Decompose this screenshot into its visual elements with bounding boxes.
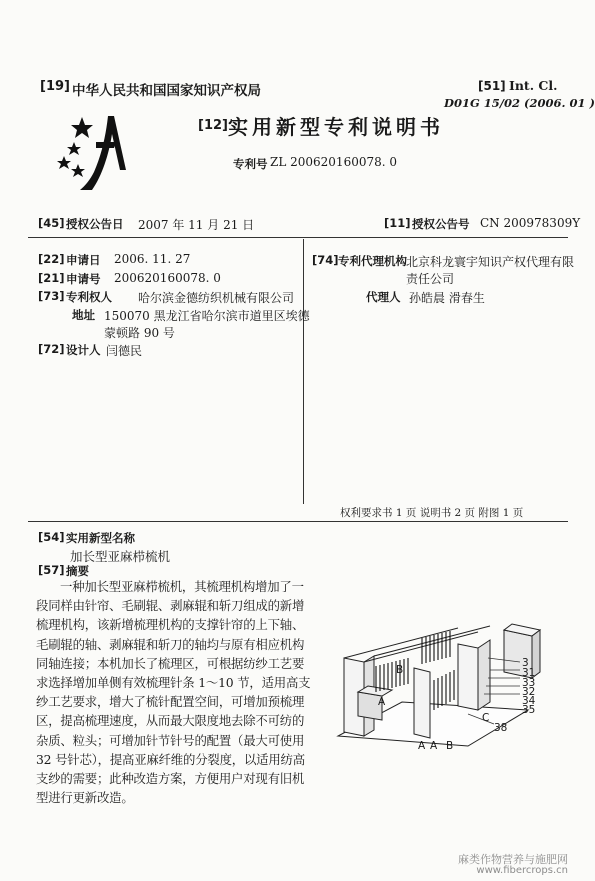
abstract-line: 32 号针芯），提高亚麻纤维的分裂度，以适用纺高 <box>36 751 305 767</box>
abstract-line: 段同样由针帘、毛刷辊、剥麻辊和斩刀组成的新增 <box>36 598 305 614</box>
agent-value: 孙皓晨 滑春生 <box>409 291 485 305</box>
agency-line-1: 北京科龙寰宇知识产权代理有限 <box>406 255 575 269</box>
cnipa-emblem-icon <box>52 112 136 196</box>
figure-label: B <box>396 664 404 676</box>
int-cl-code: [51] <box>478 79 506 93</box>
field-code: [73] <box>38 289 65 303</box>
application-no-label: 申请号 <box>66 272 101 286</box>
abstract-line: 毛刷辊的轴、剥麻辊和斩刀的轴均与原有相应机构 <box>36 636 305 652</box>
abstract-line: 杂质、粒头；可增加针节针号的配置（最大可使用 <box>36 732 305 748</box>
doc-type-code: [12] <box>198 118 228 133</box>
divider-top <box>28 237 568 238</box>
agency-label: 专利代理机构 <box>338 254 407 268</box>
patentee-value: 哈尔滨金德纺织机械有限公司 <box>138 291 295 305</box>
figure-label: 32 <box>522 686 536 698</box>
figure-label: A <box>378 696 386 708</box>
agent-label: 代理人 <box>366 290 401 304</box>
column-divider <box>303 239 304 504</box>
filing-date-value: 2006. 11. 27 <box>114 252 191 266</box>
patentee-label: 专利权人 <box>66 290 112 304</box>
office-code: [19] <box>40 79 70 94</box>
figure-label: C <box>482 712 490 724</box>
figure-label: 35 <box>522 704 536 716</box>
figure-label: 3 <box>522 657 529 669</box>
grant-date-code: [45] <box>38 216 65 230</box>
abstract-line: 同轴连接；本机加长了梳理区，可根据纺纱工艺要 <box>36 655 305 671</box>
title-code: [54] <box>38 530 65 544</box>
address-line-1: 150070 黑龙江省哈尔滨市道里区埃德 <box>104 309 310 323</box>
address-line-2: 蒙顿路 90 号 <box>104 326 175 340</box>
grant-no-value: CN 200978309Y <box>480 216 581 230</box>
abstract-line: 区，提高梳理速度，从而最大限度地去除不可纺的 <box>36 713 305 729</box>
page-summary: 权利要求书 1 页 说明书 2 页 附图 1 页 <box>340 507 524 519</box>
abstract-code: [57] <box>38 563 65 577</box>
title-label: 实用新型名称 <box>66 531 135 545</box>
grant-no-label: 授权公告号 <box>412 217 470 231</box>
figure-label: 34 <box>522 695 536 707</box>
abstract-line: 纱工艺要求，增大了梳针配置空间，可增加预梳理 <box>36 694 305 710</box>
int-cl-label: Int. Cl. <box>509 78 558 93</box>
field-code: [21] <box>38 271 65 285</box>
designer-label: 设计人 <box>66 343 101 357</box>
figure-label: 33 <box>522 677 536 689</box>
figure-label: A <box>430 740 438 752</box>
field-code: [22] <box>38 252 65 266</box>
int-cl-value: D01G 15/02 (2006. 01 ) <box>444 96 595 110</box>
figure-label: 31 <box>522 667 536 679</box>
address-label: 地址 <box>72 308 95 322</box>
abstract-body <box>36 577 312 807</box>
watermark-url: www.fibercrops.cn <box>476 865 568 876</box>
application-no-value: 200620160078. 0 <box>114 271 221 285</box>
doc-type-title: 实用新型专利说明书 <box>228 115 444 139</box>
figure-label: B <box>446 740 454 752</box>
utility-model-title: 加长型亚麻栉梳机 <box>70 549 171 564</box>
abstract-line: 一种加长型亚麻栉梳机，其梳理机构增加了一 <box>60 579 304 594</box>
patent-no-value: ZL 200620160078. 0 <box>270 155 398 169</box>
grant-date-value: 2007 年 11 月 21 日 <box>138 218 255 232</box>
abstract-label: 摘要 <box>66 564 89 578</box>
abstract-line: 梳理机构，该新增梳理机构的支撑针帘的上下轴、 <box>36 617 305 633</box>
abstract-line: 型进行更新改造。 <box>36 790 134 806</box>
abstract-line: 求选择增加单侧有效梳理针条 1～10 节，适用高支 <box>36 675 311 691</box>
grant-no-code: [11] <box>384 216 411 230</box>
abstract-line: 支纱的需要；此种改造方案，方便用户对现有旧机 <box>36 771 305 787</box>
watermark-title: 麻类作物营养与施肥网 <box>458 853 568 866</box>
office-name: 中华人民共和国国家知识产权局 <box>72 83 261 99</box>
filing-date-label: 申请日 <box>66 253 101 267</box>
figure-label: A <box>418 740 426 752</box>
patent-no-label: 专利号 <box>233 157 268 171</box>
divider-bottom <box>28 521 568 522</box>
field-code: [72] <box>38 342 65 356</box>
designer-value: 闫德民 <box>106 344 143 358</box>
figure-label: 38 <box>494 722 508 734</box>
grant-date-label: 授权公告日 <box>66 217 124 231</box>
agency-code: [74] <box>312 253 339 267</box>
agency-line-2: 责任公司 <box>406 272 455 286</box>
